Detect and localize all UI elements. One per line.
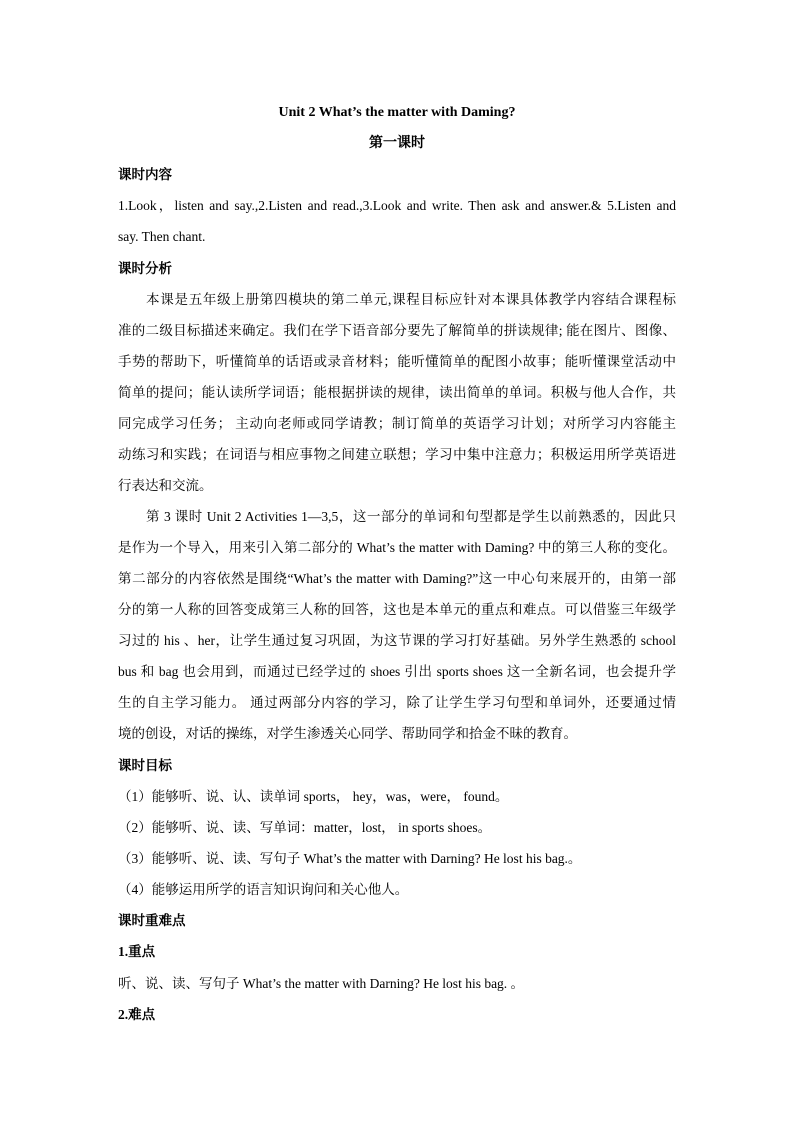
analysis-paragraph-line: 第二部分的内容依然是围绕“What’s the matter with Daming?”这一中心句来展开的，由第一部 xyxy=(118,571,676,586)
objective-item: （4）能够运用所学的语言知识询问和关心他人。 xyxy=(118,882,409,897)
analysis-paragraph-line: 手势的帮助下，听懂简单的话语或录音材料；能听懂简单的配图小故事；能听懂课堂活动中 xyxy=(118,354,676,369)
analysis-paragraph-line: 准的二级目标描述来确定。我们在学下语音部分要先了解简单的拼读规律; 能在图片、图像、 xyxy=(118,323,676,338)
key-point-label: 1.重点 xyxy=(118,944,156,959)
objective-item: （1）能够听、说、认、读单词 sports， hey，was，were， found。 xyxy=(118,789,509,804)
document-title: Unit 2 What’s the matter with Daming? xyxy=(278,105,516,120)
content-line: 1.Look，listen and say.,2.Listen and read.,3.Look and write. Then ask and answer.& 5.Listen and xyxy=(118,198,676,213)
key-point-text: 听、说、读、写句子 What’s the matter with Darning? He lost his bag. 。 xyxy=(118,976,525,991)
objectives-heading: 课时目标 xyxy=(118,758,172,773)
key-points-heading: 课时重难点 xyxy=(118,913,186,928)
analysis-paragraph-line: 简单的提问；能认读所学词语；能根据拼读的规律，读出简单的单词。积极与他人合作，共 xyxy=(118,385,676,400)
objective-item: （3）能够听、说、读、写句子 What’s the matter with Darning? He lost his bag.。 xyxy=(118,851,582,866)
objective-item: （2）能够听、说、读、写单词：matter，lost， in sports shoes。 xyxy=(118,820,492,835)
analysis-paragraph-line: 本课是五年级上册第四模块的第二单元,课程目标应针对本课具体教学内容结合课程标 xyxy=(146,292,676,307)
analysis-paragraph-line: 同完成学习任务； 主动向老师或同学请教；制订简单的英语学习计划；对所学习内容能主 xyxy=(118,416,676,431)
analysis-paragraph-line: 分的第一人称的回答变成第三人称的回答，这也是本单元的重点和难点。可以借鉴三年级学 xyxy=(118,602,676,617)
content-line: say. Then chant. xyxy=(118,229,206,244)
analysis-paragraph-line: 境的创设，对话的操练，对学生渗透关心同学、帮助同学和拾金不昧的教育。 xyxy=(118,726,577,741)
lesson-subtitle: 第一课时 xyxy=(369,136,425,151)
analysis-heading: 课时分析 xyxy=(118,261,172,276)
analysis-paragraph-line: 动练习和实践；在词语与相应事物之间建立联想；学习中集中注意力；积极运用所学英语进 xyxy=(118,447,676,462)
analysis-paragraph-line: 第 3 课时 Unit 2 Activities 1—3,5，这一部分的单词和句型都是学生以前熟悉的，因此只 xyxy=(146,509,676,524)
analysis-paragraph-line: 是作为一个导入，用来引入第二部分的 What’s the matter with Daming? 中的第三人称的变化。 xyxy=(118,540,676,555)
analysis-paragraph-line: bus 和 bag 也会用到，而通过已经学过的 shoes 引出 sports shoes 这一全新名词，也会提升学 xyxy=(118,664,676,679)
analysis-paragraph-line: 习过的 his 、her，让学生通过复习巩固，为这节课的学习打好基础。另外学生熟悉的 school xyxy=(118,633,676,648)
analysis-paragraph-line: 行表达和交流。 xyxy=(118,478,213,493)
analysis-paragraph-line: 生的自主学习能力。 通过两部分内容的学习，除了让学生学习句型和单词外，还要通过情 xyxy=(118,695,676,710)
difficulty-label: 2.难点 xyxy=(118,1007,156,1022)
content-heading: 课时内容 xyxy=(118,167,172,182)
